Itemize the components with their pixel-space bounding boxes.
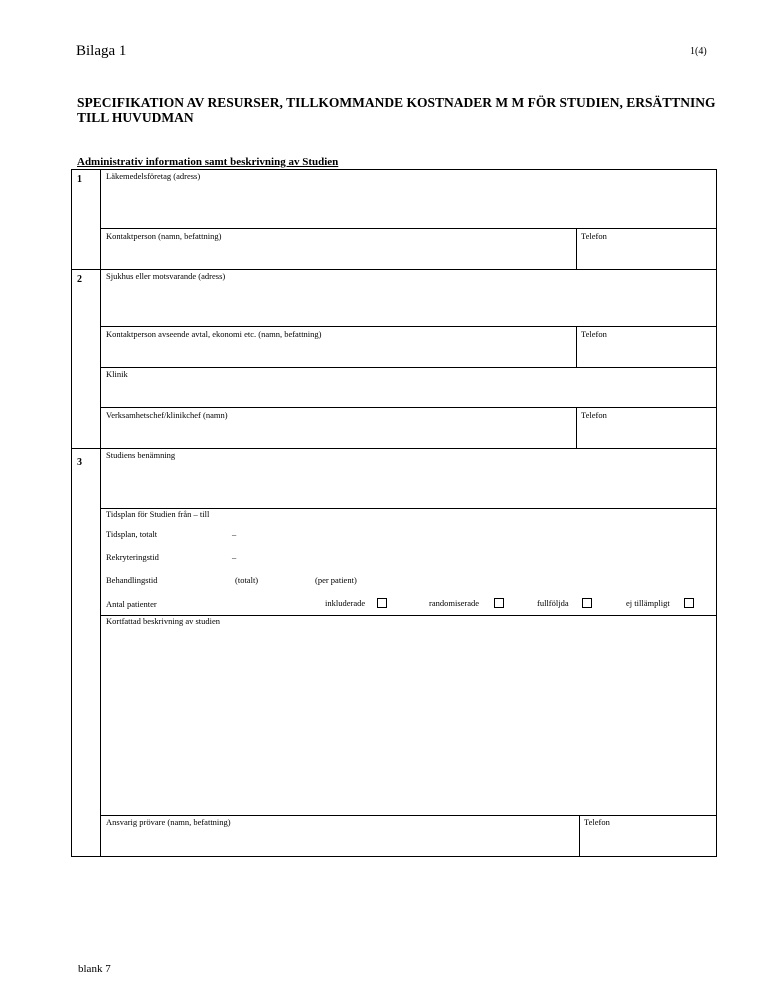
hospital-address-field[interactable]: Sjukhus eller motsvarande (adress) — [106, 271, 226, 281]
timeplan-label: Tidsplan för Studien från – till — [106, 509, 210, 519]
recruitment-dash: – — [232, 552, 237, 562]
divider — [100, 326, 716, 327]
attachment-label: Bilaga 1 — [76, 43, 127, 59]
treatment-label: Behandlingstid — [106, 575, 158, 585]
divider — [576, 228, 577, 269]
clinic-field[interactable]: Klinik — [106, 369, 128, 379]
divider — [576, 407, 577, 448]
timeplan-total-label: Tidsplan, totalt — [106, 529, 158, 539]
checkbox-not-applicable[interactable] — [684, 598, 694, 608]
company-contact-field[interactable]: Kontaktperson (namn, befattning) — [106, 231, 222, 241]
investigator-phone-field[interactable]: Telefon — [584, 817, 610, 827]
section-1-number: 1 — [77, 174, 82, 185]
checkbox-label-randomized: randomiserade — [429, 598, 480, 608]
divider — [100, 367, 716, 368]
section-2-number: 2 — [77, 274, 82, 285]
hospital-phone-field[interactable]: Telefon — [581, 329, 607, 339]
timeplan-total-dash: – — [232, 529, 237, 539]
form-table — [71, 169, 717, 857]
company-phone-field[interactable]: Telefon — [581, 231, 607, 241]
checkbox-label-completed: fullföljda — [537, 598, 569, 608]
divider — [100, 407, 716, 408]
checkbox-label-included: inkluderade — [325, 598, 366, 608]
recruitment-label: Rekryteringstid — [106, 552, 159, 562]
divider — [579, 815, 580, 856]
section-divider — [72, 448, 716, 449]
treatment-total: (totalt) — [235, 575, 259, 585]
study-description-field[interactable]: Kortfattad beskrivning av studien — [106, 616, 221, 626]
study-name-field[interactable]: Studiens benämning — [106, 450, 176, 460]
document-title: SPECIFIKATION AV RESURSER, TILLKOMMANDE KOSTNADER M M FÖR STUDIEN, ERSÄTTNING TILL HUVUDMAN — [77, 95, 716, 125]
section-3-number: 3 — [77, 457, 82, 468]
footer-form-id: blank 7 — [78, 963, 111, 975]
clinic-head-field[interactable]: Verksamhetschef/klinikchef (namn) — [106, 410, 228, 420]
company-address-field[interactable]: Läkemedelsföretag (adress) — [106, 171, 201, 181]
treatment-per-patient: (per patient) — [315, 575, 357, 585]
clinic-head-phone-field[interactable]: Telefon — [581, 410, 607, 420]
number-column-divider — [100, 170, 101, 856]
checkbox-label-not-applicable: ej tillämpligt — [626, 598, 670, 608]
checkbox-randomized[interactable] — [494, 598, 504, 608]
page-number: 1(4) — [690, 46, 707, 57]
hospital-contact-field[interactable]: Kontaktperson avseende avtal, ekonomi etc. (namn, befattning) — [106, 329, 322, 339]
divider — [576, 326, 577, 367]
section-subheading: Administrativ information samt beskrivning av Studien — [77, 156, 339, 168]
checkbox-completed[interactable] — [582, 598, 592, 608]
section-divider — [72, 269, 716, 270]
divider — [100, 815, 716, 816]
divider — [100, 228, 716, 229]
checkbox-included[interactable] — [377, 598, 387, 608]
patients-label: Antal patienter — [106, 599, 157, 609]
investigator-field[interactable]: Ansvarig prövare (namn, befattning) — [106, 817, 231, 827]
